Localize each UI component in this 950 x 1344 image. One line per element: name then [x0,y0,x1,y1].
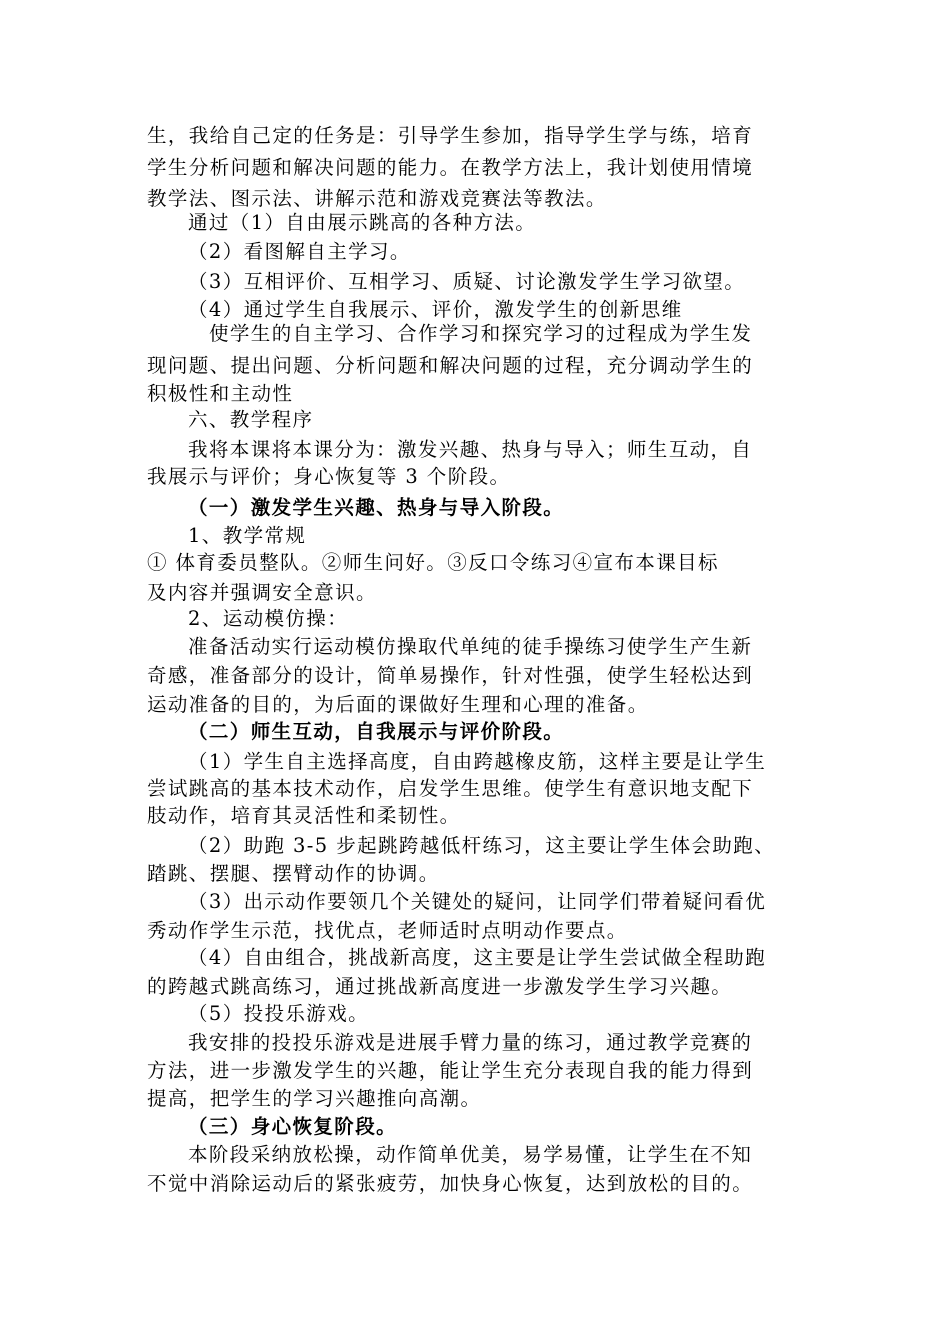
text-line: 我安排的投投乐游戏是进展手臂力量的练习，通过教学竞赛的 [188,1031,753,1054]
text-line: 方法，进一步激发学生的兴趣，能让学生充分表现自我的能力得到 [147,1059,754,1082]
section-heading: 六、教学程序 [188,408,314,431]
text-line: 生，我给自己定的任务是：引导学生参加，指导学生学与练，培育 [147,124,754,147]
text-line: 运动准备的目的，为后面的课做好生理和心理的准备。 [147,693,649,716]
text-line: 的跨越式跳高练习，通过挑战新高度进一步激发学生学习兴趣。 [147,975,733,998]
text-line: 提高，把学生的学习兴趣推向高潮。 [147,1087,482,1110]
section-heading: （三）身心恢复阶段。 [188,1115,398,1138]
text-line: （5）投投乐游戏。 [188,1002,370,1025]
text-line: 准备活动实行运动模仿操取代单纯的徒手操练习使学生产生新 [188,635,753,658]
text-line: 不觉中消除运动后的紧张疲劳，加快身心恢复，达到放松的目的。 [147,1172,754,1195]
text-line: 通过（1）自由展示跳高的各种方法。 [188,211,537,234]
text-line: （3）互相评价、互相学习、质疑、讨论激发学生学习欲望。 [188,270,746,293]
text-line: 奇感，准备部分的设计，简单易操作，针对性强，使学生轻松达到 [147,664,754,687]
text-line: 使学生的自主学习、合作学习和探究学习的过程成为学生发 [209,322,753,345]
text-line: （3）出示动作要领几个关键处的疑问，让同学们带着疑问看优 [188,890,767,913]
text-line: 2、运动模仿操： [188,607,349,630]
text-line: 学生分析问题和解决问题的能力。在教学方法上，我计划使用情境 [147,156,754,179]
text-line: 本阶段采纳放松操，动作简单优美，易学易懂，让学生在不知 [188,1143,753,1166]
text-line: （4）自由组合，挑战新高度，这主要是让学生尝试做全程助跑 [188,946,767,969]
text-line: ① 体育委员整队。②师生问好。③反口令练习④宣布本课目标 [147,551,719,574]
text-line: 我将本课将本课分为：激发兴趣、热身与导入；师生互动，自 [188,438,753,461]
text-line: （1）学生自主选择高度，自由跨越橡皮筋，这样主要是让学生 [188,750,767,773]
text-line: （4）通过学生自我展示、评价，激发学生的创新思维 [188,298,683,321]
text-line: 1、教学常规 [188,524,307,547]
text-line: 踏跳、摆腿、摆臂动作的协调。 [147,862,440,885]
text-line: （2）助跑 3-5 步起跳跨越低杆练习，这主要让学生体会助跑、 [188,834,776,857]
section-heading: （一）激发学生兴趣、热身与导入阶段。 [188,496,565,519]
text-line: 我展示与评价；身心恢复等 3 个阶段。 [147,465,511,488]
text-line: 现问题、提出问题、分析问题和解决问题的过程，充分调动学生的 [147,354,754,377]
text-line: 及内容并强调安全意识。 [147,581,377,604]
section-heading: （二）师生互动，自我展示与评价阶段。 [188,720,565,743]
text-line: （2）看图解自主学习。 [188,240,411,263]
text-line: 尝试跳高的基本技术动作，启发学生思维。使学生有意识地支配下 [147,777,754,800]
text-line: 教学法、图示法、讲解示范和游戏竞赛法等教法。 [147,187,607,210]
text-line: 秀动作学生示范，找优点，老师适时点明动作要点。 [147,919,628,942]
text-line: 肢动作，培育其灵活性和柔韧性。 [147,804,461,827]
text-line: 积极性和主动性 [147,382,294,405]
